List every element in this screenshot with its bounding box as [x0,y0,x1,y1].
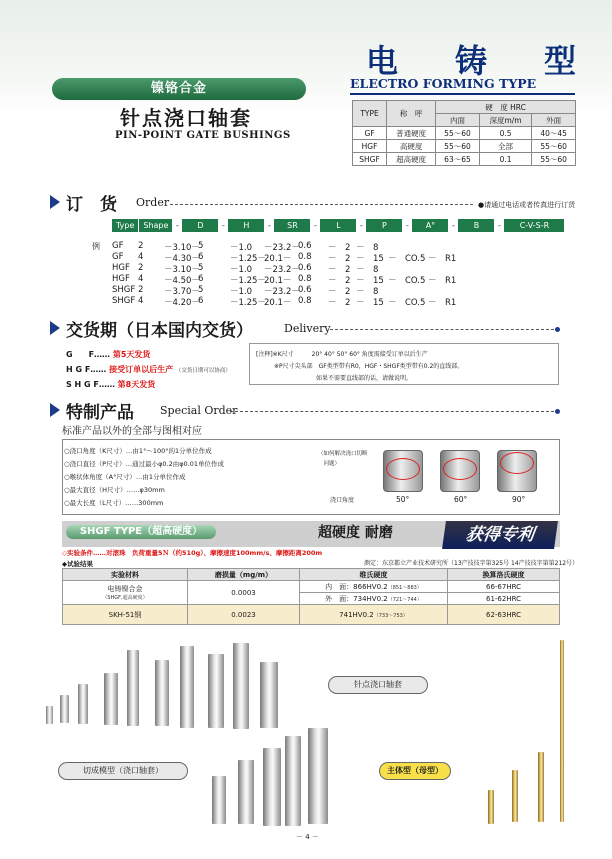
cut-note-line: （如何解决浇口切断 [318,451,368,457]
special-item: ○最大长度（L尺寸）……300mm [64,499,164,507]
vickers-range: （721～744） [387,596,422,603]
example-cell: － 2 [328,254,351,264]
example-cell: 6 [198,274,204,284]
cut-note [318,449,368,469]
code-box: H [228,219,264,232]
example-cell: － CO.5 [388,298,426,308]
code-box: D [182,219,218,232]
vickers-label: 内 面： [325,582,354,591]
code-dash: - [405,221,409,230]
bushing-pin-image [180,646,194,728]
super-hardness-label: 超硬度 耐磨 [318,525,393,541]
example-cell: － 2 [328,287,351,297]
note-line: [注释]※K尺寸 20° 40° 50° 60° 角度需接受订单以后生产 [256,351,428,358]
highlight-circle-icon [500,452,534,474]
bushing-pin-image [104,673,118,725]
bushing-pin-image [60,695,69,723]
hardness-table [352,100,576,166]
tag-main-type: 主体型（母型） [379,762,451,780]
example-cell: －1.25－ [230,276,266,286]
cell: 普通硬度 [387,127,436,140]
bushing-pin-image [155,660,169,726]
special-list [64,445,224,510]
hardness-th-outer: 外面 [532,114,576,127]
vickers-value: 866HV0.2 [353,582,388,591]
example-cell: －3.10－ [164,265,200,275]
cell: SHGF [353,153,387,166]
code-box: Shape [139,219,172,232]
order-title: 订 货 [66,195,117,215]
example-cell: － CO.5 [388,254,426,264]
order-code-bar [112,219,564,232]
example-cell: －3.70－ [164,287,200,297]
example-cell: 4 [138,252,144,262]
example-cell: SHGF [112,296,136,306]
special-title: 特制产品 [66,403,134,423]
example-cell: － 2 [328,243,351,253]
section-dot [555,327,560,332]
example-cell: － 8 [356,287,379,297]
bushing-pin-image [260,662,278,728]
example-cell: 6 [198,252,204,262]
delivery-text: 第8天发货 [117,380,156,389]
code-box: L [320,219,356,232]
wear-row [63,581,560,593]
material-cell [63,581,188,605]
section-divider [170,204,473,205]
angle-label: 90° [512,495,526,504]
cut-model-image [212,776,226,824]
vickers-label: 外 面： [325,594,354,603]
code-dash: - [221,221,225,230]
page-title: 针点浇口轴套 [120,106,252,130]
wear-th: 磨损量（mg/m） [188,569,300,581]
note-line: ※P尺寸尖头部 GF类型带有R0，HGF・SHGF类型带有0.2的直线部。 [256,363,464,370]
example-cell: HGF [112,274,130,284]
example-cell: －23.2－ [264,265,300,275]
wear-table [62,568,560,625]
delivery-code: H G F…… [66,365,107,374]
code-box: A° [412,219,448,232]
example-cell: － 8 [356,265,379,275]
wear-th: 实验材料 [63,569,188,581]
example-cell: SHGF [112,285,136,295]
example-cell: 0.8 [298,252,312,262]
wear-th: 维氏硬度 [300,569,448,581]
example-cell: HGF [112,263,130,273]
delivery-item [66,349,150,360]
cut-model-image [285,736,301,826]
delivery-code: S H G F…… [66,380,115,389]
angle-label: 60° [454,495,468,504]
cell: 高硬度 [387,140,436,153]
example-cell: － 2 [328,276,351,286]
example-cell: 0.6 [298,263,312,273]
wear-th: 换算洛氏硬度 [448,569,560,581]
vickers-cell [300,581,448,593]
cut-model-image [308,728,328,824]
hardness-row [353,127,576,140]
special-item: ○最大直径（H尺寸）……φ30mm [64,486,165,494]
example-cell: －4.30－ [164,254,200,264]
bushing-pin-image [46,706,53,724]
example-cell: － 15 [356,276,384,286]
section-arrow-icon [50,321,60,335]
code-dash: - [175,221,179,230]
code-box: SR [274,219,310,232]
tag-bushing: 针点浇口轴套 [328,676,428,694]
highlight-circle-icon [443,458,477,480]
section-dot [555,409,560,414]
delivery-title-en: Delivery [284,322,331,335]
vickers-cell [300,593,448,605]
rockwell-value: 61-62HRC [448,593,560,605]
hardness-row [353,153,576,166]
cell: GF [353,127,387,140]
vickers-range: （733～753） [373,612,408,619]
hardness-th-name: 称 呼 [387,101,436,127]
example-cell: － CO.5 [388,276,426,286]
example-cell: 20.1－ [264,276,292,286]
electro-char: 型 [543,42,576,80]
example-cell: 2 [138,263,144,273]
code-box: C-V-S-R [504,219,564,232]
cell: 55～60 [436,140,480,153]
code-dash: - [313,221,317,230]
example-cell: － 2 [328,265,351,275]
test-results-label: ◆试验结果 [62,560,93,568]
vickers-range: （851～883） [387,584,422,591]
special-item: ○浇口角度（K尺寸）…由1°～100°的1分单位作成 [64,447,212,455]
cell: HGF [353,140,387,153]
cell: 全部 [479,140,531,153]
bushing-pin-image [78,684,88,724]
delivery-code: G F…… [66,350,111,359]
hardness-th-depth: 深度m/m [479,114,531,127]
example-cell: 4 [138,274,144,284]
page-title-en: PIN-POINT GATE BUSHINGS [115,130,291,141]
cell: 55～60 [532,140,576,153]
hardness-row [353,140,576,153]
example-cell: － 15 [356,254,384,264]
angle-label: 50° [396,495,410,504]
main-type-pin-image [560,640,564,822]
cut-model-image [263,748,281,826]
cut-model-image [238,760,254,824]
vickers-cell [300,605,448,625]
alloy-label: 镍铬合金 [52,78,306,100]
tag-cut-model: 切成模型（浇口轴套） [58,762,188,780]
cut-note-line: 问题） [318,461,341,467]
cell: 超高硬度 [387,153,436,166]
example-cell: 2 [138,285,144,295]
material-name: 电铸镍合金 [107,585,143,593]
section-divider [230,411,554,412]
example-cell: － 2 [328,298,351,308]
bushing-pin-image [127,650,139,726]
delivery-text: 接受订单以后生产 [109,365,174,374]
shgf-type-label: SHGF TYPE（超高硬度） [66,525,216,539]
main-type-pin-image [512,770,518,822]
special-item: ○喉状体角度（A°尺寸）…由1分单位作成 [64,473,186,481]
example-cell: 20.1－ [264,254,292,264]
material-sub: （SHGF,超高硬度） [102,595,148,601]
test-conditions: ◇实验条件……对滚珠 负荷重量5Ｎ（约510g）、摩擦速度100mm/s、摩擦距离200m [62,549,323,557]
delivery-extra: （交货日期可以协商） [175,368,231,374]
delivery-item [66,364,231,375]
delivery-note-box [249,343,559,385]
main-type-pin-image [538,752,544,822]
cell: 0.5 [479,127,531,140]
patent-badge: 获得专利 [442,521,558,549]
example-cell: 6 [198,296,204,306]
example-cell: －1.0 [230,243,253,253]
wear-row [63,605,560,625]
example-cell: －4.20－ [164,298,200,308]
electro-underline [350,93,575,95]
delivery-text: 第5天发货 [112,350,151,359]
cell: 55～60 [436,127,480,140]
cell: 0.1 [479,153,531,166]
delivery-item [66,379,155,390]
example-cell: GF [112,252,124,262]
example-cell: － R1 [428,298,457,308]
section-arrow-icon [50,403,60,417]
code-dash: - [497,221,501,230]
example-cell: － 8 [356,243,379,253]
order-title-en: Order [136,196,170,209]
example-cell: 4 [138,296,144,306]
order-note: ●请通过电话或者传真进行订货 [478,201,576,209]
example-cell: 5 [198,285,204,295]
special-title-en: Special Order [160,404,238,417]
electro-title-en: ELECTRO FORMING TYPE [350,76,537,91]
example-cell: 0.8 [298,274,312,284]
example-cell: －3.10－ [164,243,200,253]
bushing-pin-image [233,643,249,729]
cut-angle-label: 浇口角度 [330,497,355,504]
code-box: B [458,219,494,232]
example-cell: －23.2－ [264,287,300,297]
example-cell: 20.1－ [264,298,292,308]
special-item: ○浇口直径（P尺寸）…通过最小φ0.2由φ0.01单位作成 [64,460,224,468]
vickers-value: 741HV0.2 [339,610,374,619]
highlight-circle-icon [386,458,420,480]
test-organization: 测定：东京都立产业技术研究所（13产技技字第325号 14产技技字第第212号） [364,560,579,567]
wear-value: 0.0023 [188,605,300,625]
electro-char: 电 [366,42,399,80]
example-cell: － R1 [428,254,457,264]
code-box: P [366,219,402,232]
example-cell: －1.0 [230,287,253,297]
example-cell: GF [112,241,124,251]
delivery-title: 交货期（日本国内交货） [66,321,253,341]
page-number: － 4 － [296,833,319,841]
bushing-pin-image [208,654,224,728]
code-dash: - [267,221,271,230]
section-arrow-icon [50,195,60,209]
example-cell: 0.6 [298,285,312,295]
example-cell: －23.2－ [264,243,300,253]
main-type-pin-image [488,790,494,824]
code-dash: - [359,221,363,230]
example-cell: 5 [198,263,204,273]
example-cell: －1.25－ [230,298,266,308]
code-dash: - [451,221,455,230]
example-cell: －4.50－ [164,276,200,286]
material-name: SKH-51钢 [63,605,188,625]
example-cell: 0.8 [298,296,312,306]
rockwell-value: 62-63HRC [448,605,560,625]
hardness-th-type: TYPE [353,101,387,127]
cell: 40～45 [532,127,576,140]
vickers-value: 734HV0.2 [353,594,388,603]
note-line: 如果不需要直线部的话，请做说明。 [256,375,413,382]
cell: 63～65 [436,153,480,166]
example-cell: － 15 [356,298,384,308]
electro-char: 铸 [454,42,487,80]
example-cell: － R1 [428,276,457,286]
example-cell: －1.25－ [230,254,266,264]
hardness-th-inner: 内面 [436,114,480,127]
cell: 55～60 [532,153,576,166]
rockwell-value: 66-67HRC [448,581,560,593]
wear-value: 0.0003 [188,581,300,605]
hardness-th-hardness: 硬 度 HRC [436,101,576,114]
example-cell: 0.6 [298,241,312,251]
example-cell: 2 [138,241,144,251]
section-divider [330,329,554,330]
example-cell: 5 [198,241,204,251]
example-cell: －1.0 [230,265,253,275]
example-label: 例 [92,242,100,251]
special-subtitle: 标准产品以外的全部与图相对应 [62,426,202,437]
code-box: Type [112,219,138,232]
